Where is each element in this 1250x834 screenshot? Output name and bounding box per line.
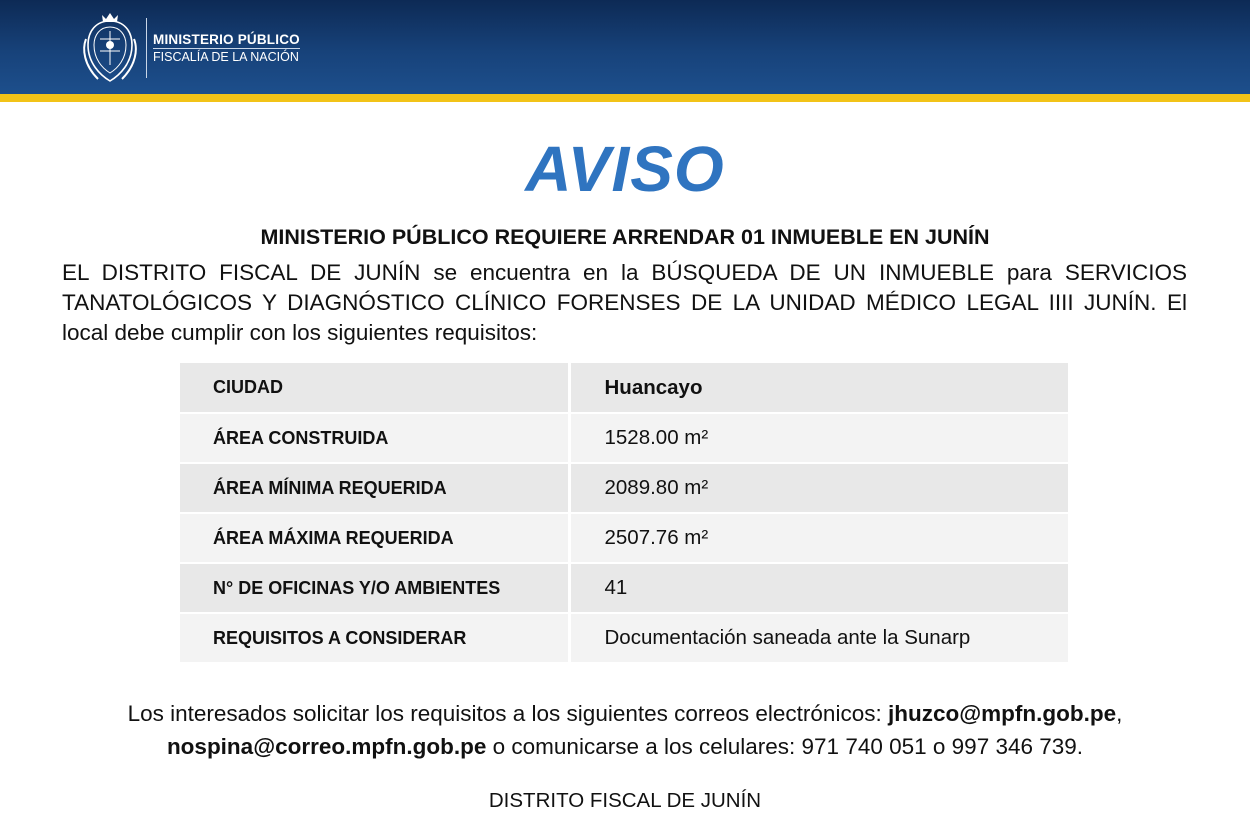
- table-row: [180, 513, 1068, 563]
- notice-title: AVISO: [525, 133, 725, 205]
- requirement-label: REQUISITOS A CONSIDERAR: [180, 613, 569, 663]
- notice-subtitle: MINISTERIO PÚBLICO REQUIERE ARRENDAR 01 INMUEBLE EN JUNÍN: [260, 225, 990, 249]
- contact-email-1: jhuzco@mpfn.gob.pe: [887, 701, 1117, 726]
- requirement-label: N° DE OFICINAS Y/O AMBIENTES: [180, 563, 569, 613]
- requirement-value: 1528.00 m²: [569, 413, 1068, 463]
- requirement-label: CIUDAD: [180, 363, 569, 413]
- header-accent-stripe: [0, 94, 1250, 102]
- table-row: [180, 363, 1068, 413]
- requirement-label: ÁREA CONSTRUIDA: [180, 413, 569, 463]
- requirements-table: [180, 363, 1068, 664]
- requirement-value: Huancayo: [569, 363, 1068, 413]
- org-name-line2: FISCALÍA DE LA NACIÓN: [153, 49, 299, 64]
- table-row: [180, 613, 1068, 663]
- contact-text-2: o comunicarse a los celulares: 971 740 051 o 997 346 739.: [486, 734, 1084, 759]
- org-name-line1: MINISTERIO PÚBLICO: [153, 32, 300, 48]
- requirement-value: 41: [569, 563, 1068, 613]
- contact-separator: ,: [1116, 701, 1123, 726]
- requirement-value: Documentación saneada ante la Sunarp: [569, 613, 1068, 663]
- contact-text-1: Los interesados solicitar los requisitos a los siguientes correos electrónicos:: [127, 701, 888, 726]
- contact-email-2: nospina@correo.mpfn.gob.pe: [166, 734, 487, 759]
- logo-divider: [146, 18, 147, 78]
- table-row: [180, 463, 1068, 513]
- org-name: [153, 32, 300, 64]
- contact-info: [0, 697, 1250, 763]
- org-logo: [80, 8, 300, 88]
- table-row: [180, 413, 1068, 463]
- requirement-label: ÁREA MÁXIMA REQUERIDA: [180, 513, 569, 563]
- notice-intro: EL DISTRITO FISCAL DE JUNÍN se encuentra en la BÚSQUEDA DE UN INMUEBLE para SERVICIOS TANATOLÓGICOS Y DIAGNÓSTICO CLÍNICO FORENSES DE LA UNIDAD MÉDICO LEGAL IIII JUNÍN. El local debe cumplir con los siguientes requisitos:: [62, 260, 1187, 345]
- requirement-value: 2089.80 m²: [569, 463, 1068, 513]
- footer-signature: DISTRITO FISCAL DE JUNÍN: [488, 789, 762, 812]
- table-row: [180, 563, 1068, 613]
- header-bar: [0, 0, 1250, 94]
- requirement-label: ÁREA MÍNIMA REQUERIDA: [180, 463, 569, 513]
- requirement-value: 2507.76 m²: [569, 513, 1068, 563]
- national-seal-icon: [80, 9, 140, 87]
